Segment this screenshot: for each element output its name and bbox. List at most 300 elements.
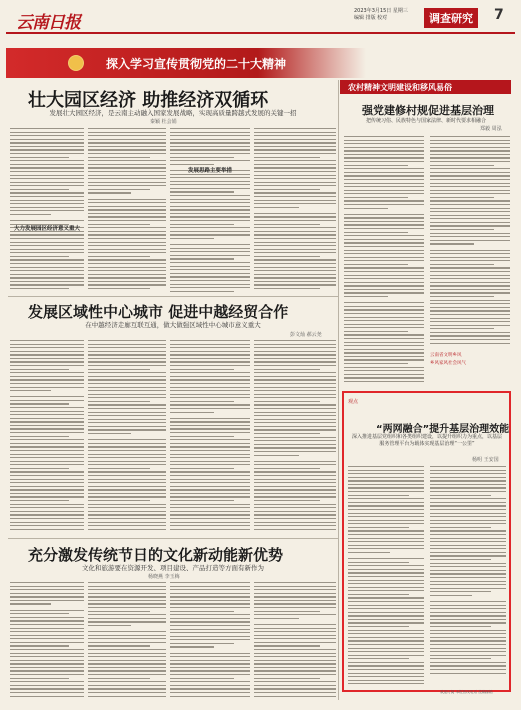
text-line [88,139,166,140]
text-line [170,688,250,689]
text-line [344,331,408,332]
text-line [88,227,166,228]
text-line [10,196,84,197]
text-line [344,165,408,166]
text-line [254,468,320,469]
text-line [430,505,506,506]
divider [8,538,338,539]
text-line [430,215,510,216]
text-line [254,354,336,355]
text-line [430,282,510,283]
text-line [348,583,424,584]
text-line [10,496,84,497]
text-line [430,591,491,592]
text-line [430,168,510,169]
text-line [254,593,336,594]
text-line [170,199,250,200]
text-line [254,681,336,682]
text-line [10,347,84,348]
text-line [170,387,250,388]
text-line [170,696,250,697]
text-line [344,242,424,243]
text-line [10,525,84,526]
text-line [254,631,336,632]
text-line [170,379,250,380]
text-line [88,589,166,590]
article2-col2 [88,340,166,532]
text-line [170,681,250,682]
text-line [88,496,166,497]
text-line [254,412,336,413]
text-line [170,149,250,150]
text-line [170,611,234,612]
text-line [430,193,510,194]
article1-subhead: 发展壮大园区经济，是云南主动融入国家发展战略，实现高质量跨越式发展的关键一招 [49,109,297,117]
text-line [430,601,506,602]
text-line [88,511,166,512]
text-line [254,638,336,639]
text-line [10,245,84,246]
text-line [170,618,250,619]
text-line [344,257,424,258]
text-line [170,266,250,267]
text-line [344,271,424,272]
sidebar-banner: 农村精神文明建设和移风易俗 [340,80,511,94]
sidebar-subhead: 把传统习俗、民族特色与国家法律、新时代要求相融合 [365,118,486,124]
text-line [254,493,336,494]
text-line [10,372,84,373]
text-line [348,633,424,634]
text-line [88,160,166,161]
text-line [88,621,166,622]
text-line [430,318,510,319]
text-line [430,573,506,574]
text-line [254,171,336,172]
text-line [10,164,84,165]
text-line [170,621,250,622]
text-line [254,267,336,268]
text-line [344,228,424,229]
text-line [88,439,166,440]
article3-col2 [88,582,166,699]
text-line [170,372,250,373]
text-line [88,518,166,519]
text-line [348,484,424,485]
text-line [10,411,84,412]
text-line [344,370,424,371]
text-line [88,192,131,193]
text-line [88,387,166,388]
text-line [88,252,166,253]
page-number: 7 [494,7,504,23]
text-line [88,202,166,203]
text-line [254,429,336,430]
text-line [170,248,250,249]
text-line [10,153,84,154]
text-line [88,185,166,186]
text-line [10,421,84,422]
text-line [88,461,166,462]
text-line [88,274,166,275]
text-line [88,347,166,348]
text-line [254,369,320,370]
text-line [254,249,336,250]
text-line [88,277,166,278]
text-line [254,347,336,348]
text-line [254,475,336,476]
text-line [348,680,424,681]
text-line [254,486,336,487]
banner-title: 探入学习宣传贯彻党的二十大精神 [106,57,287,71]
text-line [348,545,424,546]
text-line [170,646,214,647]
text-line [344,246,424,247]
text-line [430,253,510,254]
text-line [344,197,408,198]
text-line [254,670,336,671]
text-line [344,285,424,286]
text-line [430,257,510,258]
text-line [88,464,166,465]
text-line [430,328,494,329]
text-line [430,303,510,304]
article1-col3 [170,128,250,294]
text-line [88,678,150,679]
text-line [430,183,510,184]
text-line [348,673,424,674]
text-line [344,264,408,265]
highlight-subhead: 深入推进基层党组织和各类组织建设，以提升组织力为重点，以基层服务管理平台为载体实现基层治理“一公里” [352,434,503,447]
text-line [254,167,336,168]
text-line [344,334,424,335]
text-line [344,260,424,261]
text-line [10,443,84,444]
text-line [254,372,336,373]
text-line [254,464,336,465]
text-line [254,213,336,214]
text-line [348,615,424,616]
text-line [430,233,510,234]
text-line [170,397,250,398]
text-line [254,390,336,391]
text-line [170,269,250,270]
text-line [170,188,250,189]
text-line [10,220,84,221]
text-line [170,234,250,235]
text-line [430,513,506,514]
text-line [10,660,84,661]
text-line [10,439,84,440]
text-line [348,572,424,573]
text-line [344,172,424,173]
text-line [170,160,250,161]
text-line [254,182,336,183]
text-line [88,419,166,420]
text-line [88,153,166,154]
text-line [348,565,424,566]
text-line [430,307,510,308]
text-line [10,139,84,140]
text-line [254,422,336,423]
text-line [254,415,336,416]
text-line [344,320,424,321]
text-line [88,645,150,646]
text-line [170,475,250,476]
text-line [88,376,166,377]
text-line [254,220,336,221]
text-line [430,175,510,176]
text-line [88,361,166,362]
text-line [170,663,250,664]
text-line [170,216,250,217]
text-line [10,418,84,419]
text-line [348,637,424,638]
text-line [344,381,424,382]
text-line [88,443,166,444]
text-line [88,369,150,370]
text-line [170,653,250,654]
text-line [344,250,424,251]
article1-col2 [88,128,166,292]
text-line [170,135,250,136]
text-line [254,139,336,140]
text-line [10,603,51,604]
text-line [88,582,166,583]
text-line [10,340,84,341]
text-line [430,289,510,290]
text-line [430,321,510,322]
article1-byline: 秦颖 杜会娟 [150,119,177,125]
text-line [430,136,510,137]
text-line [170,529,250,530]
text-line [348,665,424,666]
text-line [254,663,336,664]
text-line [430,619,506,620]
text-line [430,275,510,276]
text-line [430,588,506,589]
text-line [88,656,166,657]
text-line [170,206,250,207]
text-line [344,147,424,148]
text-line [348,527,409,528]
text-line [10,256,69,257]
text-line [10,160,84,161]
text-line [344,136,424,137]
text-line [170,276,250,277]
text-line [10,267,84,268]
text-line [170,220,250,221]
text-line [170,195,250,196]
text-line [344,235,424,236]
text-line [430,498,506,499]
text-line [348,619,424,620]
text-line [254,586,336,587]
text-line [10,678,69,679]
text-line [430,559,491,560]
text-line [10,500,69,501]
text-line [254,656,336,657]
text-line [88,365,166,366]
text-line [170,589,250,590]
text-line [10,263,84,264]
text-line [254,277,336,278]
text-line [170,486,250,487]
text-line [10,450,84,451]
text-line [88,344,166,345]
text-line [254,614,336,615]
text-line [170,600,250,601]
text-line [254,642,336,643]
text-line [170,685,250,686]
text-line [430,292,510,293]
text-line [430,509,506,510]
text-line [10,589,84,590]
text-line [344,150,424,151]
text-line [10,178,84,179]
text-line [254,263,336,264]
text-line [170,471,250,472]
text-line [170,639,250,640]
text-line [88,596,166,597]
text-line [430,520,506,521]
text-line [170,358,250,359]
text-line [430,548,506,549]
text-line [430,161,510,162]
text-line [88,586,166,587]
text-line [88,507,166,508]
text-line [254,358,336,359]
text-line [10,185,84,186]
text-line [170,351,250,352]
text-line [10,688,84,689]
text-line [430,563,506,564]
text-line [348,594,409,595]
text-line [10,514,84,515]
text-line [344,232,408,233]
text-line [430,236,510,237]
text-line [88,649,166,650]
sidebar-col2 [430,136,510,346]
text-line [10,252,84,253]
text-line [170,582,250,583]
text-line [254,685,336,686]
text-line [254,128,336,129]
text-line [348,498,424,499]
text-line [254,274,336,275]
text-line [348,470,424,471]
text-line [430,655,506,656]
text-line [344,296,388,297]
text-line [10,645,69,646]
text-line [170,157,234,158]
text-line [430,264,494,265]
text-line [170,401,234,402]
text-line [88,482,166,483]
text-line [344,374,424,375]
text-line [170,153,250,154]
text-line [430,480,506,481]
text-line [170,496,250,497]
text-line [254,688,336,689]
text-line [88,175,166,176]
masthead [6,4,515,34]
text-line [348,576,424,577]
text-line [88,209,166,210]
article1-col1 [10,128,84,292]
text-line [10,259,84,260]
text-line [88,394,166,395]
text-line [170,128,250,129]
text-line [430,665,506,666]
text-line [88,263,166,264]
text-line [88,354,166,355]
text-line [88,529,166,530]
text-line [170,408,250,409]
text-line [254,387,336,388]
text-line [430,637,506,638]
article3-col1 [10,582,84,699]
text-line [254,678,320,679]
text-line [10,189,69,190]
text-line [10,238,84,239]
text-line [348,505,424,506]
text-line [88,670,166,671]
text-line [10,270,84,271]
highlight-headline: “两网融合”提升基层治理效能 [376,424,510,435]
text-line [170,525,250,526]
text-line [10,663,84,664]
text-line [88,281,166,282]
text-line [88,146,166,147]
text-line [10,489,84,490]
text-line [430,250,510,251]
text-line [254,426,336,427]
text-line [170,428,250,429]
text-line [170,436,234,437]
text-line [88,132,166,133]
text-line [10,454,84,455]
text-line [10,284,84,285]
text-line [10,175,84,176]
issue-date: 2023年3月15日 星期三 编辑 排版 校对 [354,8,408,21]
text-line [430,200,510,201]
text-line [88,479,166,480]
text-line [170,177,250,178]
text-line [254,628,336,629]
text-line [88,401,150,402]
text-line [170,142,250,143]
text-line [170,280,250,281]
text-line [344,221,424,222]
text-line [430,314,510,315]
article2-col4 [254,340,336,532]
text-line [430,648,506,649]
text-line [88,688,166,689]
text-line [88,412,166,413]
text-line [254,440,336,441]
text-line [170,518,250,519]
text-line [254,242,336,243]
text-line [254,238,336,239]
text-line [254,451,336,452]
text-line [254,589,336,590]
article3-col4 [254,582,336,699]
text-line [170,489,250,490]
text-line [88,142,166,143]
text-line [348,644,424,645]
text-line [344,179,424,180]
text-line [430,669,506,670]
